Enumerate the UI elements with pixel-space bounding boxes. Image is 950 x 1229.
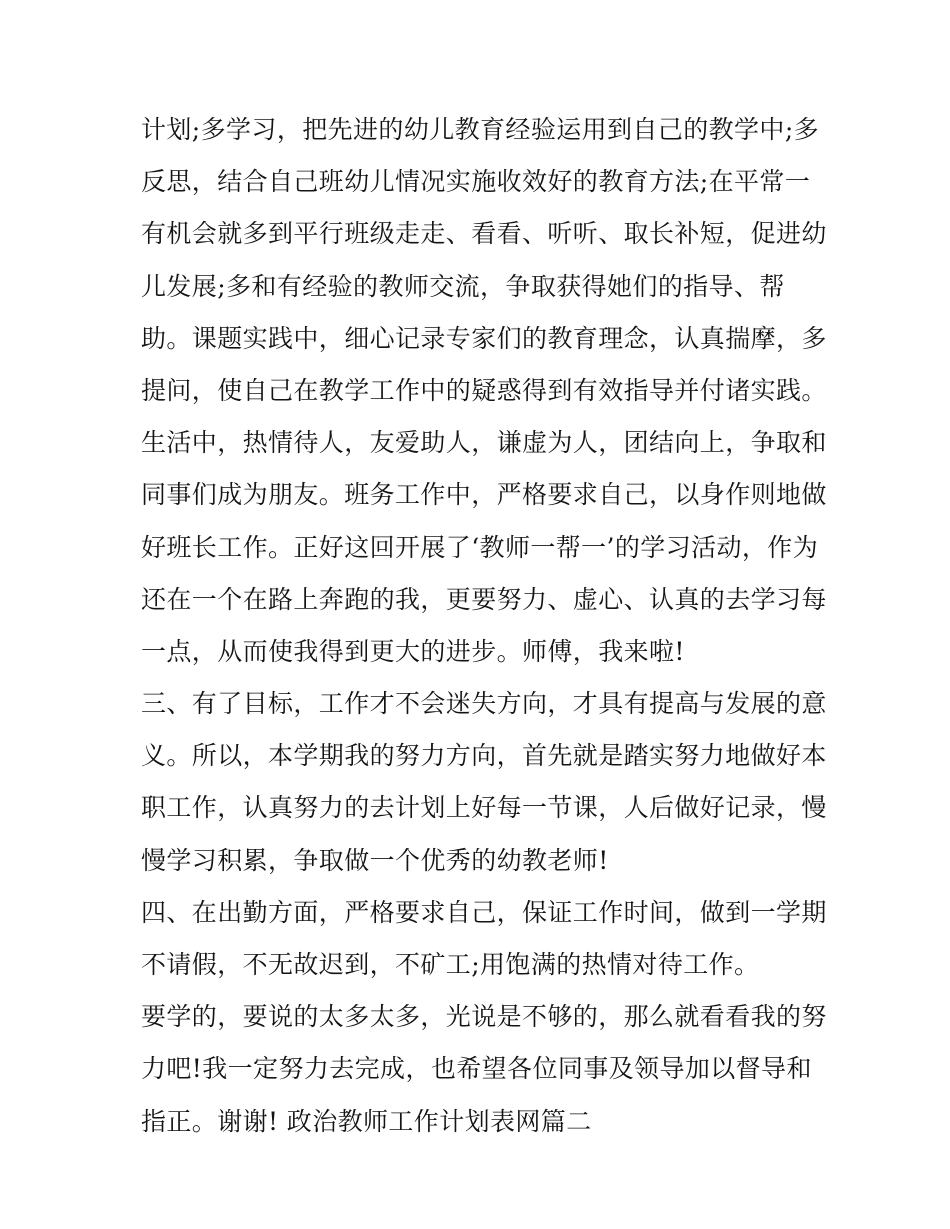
text-line: 指正。谢谢! 政治教师工作计划表网篇二: [141, 1106, 592, 1136]
text-line: 生活中，热情待人，友爱助人，谦虚为人，团结向上，争取和: [141, 428, 827, 458]
text-line: 助。课题实践中，细心记录专家们的教育理念，认真揣摩，多: [141, 323, 827, 353]
text-line: 要学的，要说的太多太多，光说是不够的，那么就看看我的努: [141, 1002, 827, 1032]
text-line: 还在一个在路上奔跑的我，更要努力、虚心、认真的去学习每: [141, 584, 827, 614]
text-line: 三、有了目标，工作才不会迷失方向，才具有提高与发展的意: [141, 689, 827, 719]
text-line: 儿发展;多和有经验的教师交流，争取获得她们的指导、帮: [141, 271, 785, 301]
text-line: 反思，结合自己班幼儿情况实施收效好的教育方法;在平常一: [141, 167, 811, 197]
text-line: 义。所以，本学期我的努力方向，首先就是踏实努力地做好本: [141, 741, 827, 771]
text-line: 提问，使自己在教学工作中的疑惑得到有效指导并付诸实践。: [141, 375, 827, 405]
text-line: 好班长工作。正好这回开展了‘教师一帮一’的学习活动，作为: [141, 532, 819, 562]
text-line: 力吧!我一定努力去完成，也希望各位同事及领导加以督导和: [141, 1054, 812, 1084]
text-line: 职工作，认真努力的去计划上好每一节课，人后做好记录，慢: [141, 793, 827, 823]
text-line: 不请假，不无故迟到，不矿工;用饱满的热情对待工作。: [141, 950, 760, 979]
document-body: [141, 104, 827, 1148]
text-line: 四、在出勤方面，严格要求自己，保证工作时间，做到一学期: [141, 897, 827, 927]
text-line: 一点，从而使我得到更大的进步。师傅，我来啦!: [141, 636, 685, 666]
text-line: 同事们成为朋友。班务工作中，严格要求自己，以身作则地做: [141, 480, 827, 510]
text-line: 有机会就多到平行班级走走、看看、听听、取长补短，促进幼: [141, 219, 827, 249]
text-line: 计划;多学习，把先进的幼儿教育经验运用到自己的教学中;多: [141, 115, 820, 144]
text-line: 慢学习积累，争取做一个优秀的幼教老师!: [141, 845, 609, 875]
